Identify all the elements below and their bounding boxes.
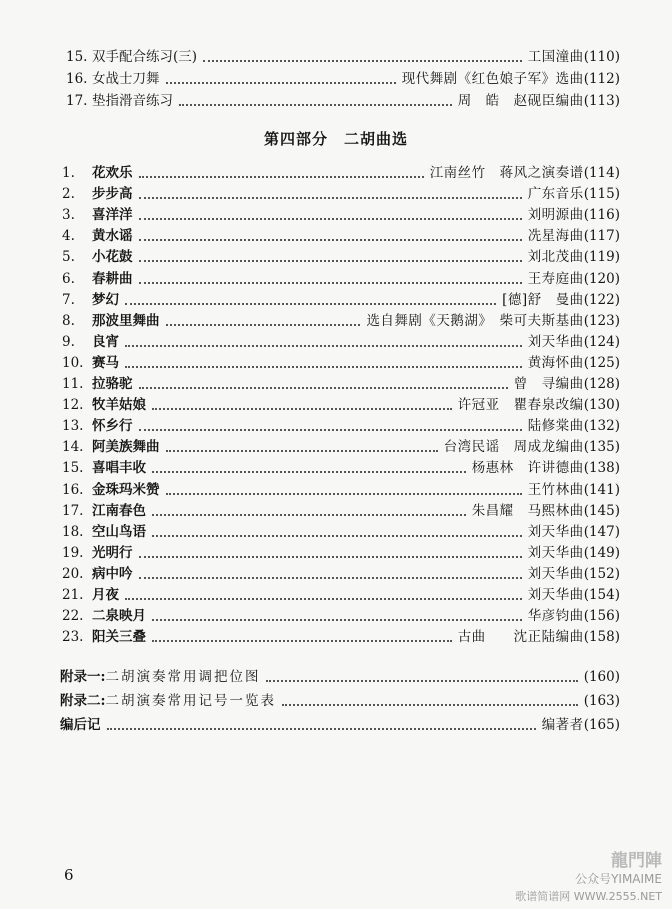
entry-number: 15.	[62, 460, 84, 477]
top-entry-0	[0, 44, 672, 66]
entry-page: (152)	[583, 565, 620, 582]
entry-title: 花欢乐	[92, 165, 133, 181]
toc-entry-3	[0, 202, 672, 224]
toc-entry-14	[0, 434, 672, 456]
leader-dots	[179, 103, 452, 106]
appendix-title: 二胡演奏常用调把位图	[105, 669, 261, 685]
appendix-label: 附录一:	[60, 669, 106, 685]
watermark-logo: 龍門陣	[611, 851, 662, 871]
leader-dots	[152, 639, 452, 642]
entry-title: 牧羊姑娘	[92, 397, 146, 414]
top-entry-2	[0, 88, 672, 110]
toc-entry-19	[0, 540, 672, 562]
entry-number: 20.	[62, 565, 84, 582]
entry-number: 22.	[62, 608, 84, 625]
entry-page: (141)	[583, 481, 620, 498]
entry-number: 8.	[62, 312, 75, 329]
entry-number: 11.	[62, 376, 84, 392]
afterword-author: 编著者	[541, 717, 584, 733]
entry-number: 6.	[62, 270, 75, 287]
entry-title: 喜唱丰收	[92, 460, 146, 477]
entry-title: 梦幻	[92, 291, 119, 308]
entry-author: 刘天华曲	[527, 333, 584, 350]
entry-number: 3.	[62, 207, 75, 224]
appendix-page: (160)	[583, 669, 620, 685]
entry-number: 15.	[66, 49, 88, 65]
entry-author: 许冠亚 瞿春泉改编	[457, 397, 584, 414]
entry-page: (135)	[583, 439, 620, 456]
entry-title: 黄水谣	[92, 228, 133, 245]
entry-author: 刘天华曲	[527, 565, 584, 582]
entry-number: 16.	[66, 71, 88, 87]
entry-page: (138)	[583, 460, 620, 477]
entry-number: 23.	[62, 629, 84, 646]
toc-entry-17	[0, 498, 672, 520]
leader-dots	[139, 175, 424, 178]
leader-dots	[152, 470, 466, 473]
toc-entry-2	[0, 181, 672, 203]
entry-number: 17.	[62, 502, 84, 519]
leader-dots	[125, 344, 522, 347]
leader-dots	[139, 217, 522, 220]
entry-author: 刘天华曲	[527, 544, 584, 561]
leader-dots	[203, 59, 522, 62]
toc-entry-22	[0, 603, 672, 625]
entry-title: 小花鼓	[92, 249, 133, 266]
toc-entry-10	[0, 350, 672, 372]
entry-title: 月夜	[92, 587, 119, 603]
entry-author: 华彦钧曲	[527, 608, 584, 625]
leader-dots	[139, 428, 522, 431]
entry-page: (124)	[583, 333, 620, 350]
entry-title: 那波里舞曲	[92, 312, 160, 329]
watermark-line2: 歌谱简谱网 WWW.2555.NET	[515, 890, 662, 903]
entry-page: (128)	[583, 376, 620, 392]
entry-author: 曾 寻编曲	[513, 376, 584, 392]
entry-author: 工国潼曲	[527, 49, 584, 65]
entry-page: (116)	[583, 207, 620, 224]
entry-title: 光明行	[92, 544, 133, 561]
entry-number: 14.	[62, 439, 84, 456]
afterword-page: (165)	[583, 717, 620, 733]
entry-number: 16.	[62, 481, 84, 498]
entry-title: 阳关三叠	[92, 629, 146, 646]
entry-number: 13.	[62, 418, 84, 435]
leader-dots	[166, 449, 438, 452]
entry-title: 病中吟	[92, 565, 133, 582]
entry-title: 良宵	[92, 333, 119, 350]
entry-title: 拉骆驼	[92, 376, 133, 392]
toc-entry-13	[0, 413, 672, 435]
entry-page: (115)	[583, 186, 620, 203]
leader-dots	[166, 323, 361, 326]
afterword-label: 编后记	[60, 717, 101, 733]
entry-author: 台湾民谣 周成龙编曲	[443, 439, 584, 456]
entry-title: 喜洋洋	[92, 207, 133, 224]
entry-author: 冼星海曲	[527, 228, 584, 245]
leader-dots	[266, 679, 577, 682]
section-title: 第四部分 二胡曲选	[263, 130, 408, 148]
toc-entry-8	[0, 308, 672, 330]
toc-entry-4	[0, 223, 672, 245]
entry-number: 1.	[62, 165, 75, 181]
leader-dots	[152, 534, 522, 537]
leader-dots	[139, 281, 522, 284]
leader-dots	[152, 618, 522, 621]
entry-page: (123)	[583, 312, 620, 329]
entry-author: 选自舞剧《天鹅湖》 柴可夫斯基曲	[366, 312, 584, 329]
entry-page: (156)	[583, 608, 620, 625]
leader-dots	[139, 259, 522, 262]
toc-entry-6	[0, 266, 672, 288]
entry-number: 12.	[62, 397, 84, 414]
page-number: 6	[64, 866, 74, 884]
entry-page: (130)	[583, 397, 620, 414]
entry-number: 4.	[62, 228, 75, 245]
entry-author: [德]舒 曼曲	[502, 291, 584, 308]
entry-page: (120)	[583, 270, 620, 287]
entry-title: 女战士刀舞	[92, 71, 160, 87]
leader-dots	[139, 576, 522, 579]
entry-number: 17.	[66, 93, 88, 109]
entry-page: (149)	[583, 544, 620, 561]
entry-number: 19.	[62, 544, 84, 561]
leader-dots	[107, 727, 536, 730]
entry-number: 9.	[62, 333, 75, 350]
leader-dots	[139, 386, 508, 389]
entry-number: 21.	[62, 587, 84, 603]
entry-title: 赛马	[92, 354, 119, 371]
toc-entry-5	[0, 244, 672, 266]
entry-author: 陆修棠曲	[527, 418, 584, 435]
entry-author: 周 皓 赵砚臣编曲	[457, 93, 584, 109]
entry-author: 古曲 沈正陆编曲	[457, 629, 584, 646]
toc-entry-15	[0, 455, 672, 477]
entry-number: 5.	[62, 249, 75, 266]
entry-page: (110)	[583, 49, 620, 65]
leader-dots	[125, 302, 496, 305]
entry-page: (154)	[583, 587, 620, 603]
entry-author: 刘天华曲	[527, 523, 584, 540]
entry-author: 刘明源曲	[527, 207, 584, 224]
entry-author: 王寿庭曲	[527, 270, 584, 287]
entry-author: 杨惠林 许讲德曲	[471, 460, 584, 477]
entry-author: 江南丝竹 蒋风之演奏谱	[429, 165, 584, 181]
leader-dots	[139, 196, 522, 199]
entry-page: (145)	[583, 502, 620, 519]
toc-entry-9	[0, 329, 672, 351]
toc-entry-1	[0, 160, 672, 182]
entry-number: 2.	[62, 186, 75, 203]
entry-page: (125)	[583, 354, 620, 371]
entry-author: 刘天华曲	[527, 587, 584, 603]
entry-page: (132)	[583, 418, 620, 435]
entry-title: 江南春色	[92, 502, 146, 519]
entry-author: 刘北茂曲	[527, 249, 584, 266]
entry-title: 金珠玛米赞	[92, 481, 160, 498]
entry-number: 10.	[62, 354, 84, 371]
entry-page: (158)	[583, 629, 620, 646]
leader-dots	[282, 703, 578, 706]
entry-title: 二泉映月	[92, 608, 146, 625]
appendix-2	[0, 688, 672, 710]
entry-author: 王竹林曲	[527, 481, 584, 498]
appendix-page: (163)	[583, 693, 620, 709]
leader-dots	[166, 81, 396, 84]
toc-entry-18	[0, 519, 672, 541]
top-entry-1	[0, 66, 672, 88]
toc-entry-21	[0, 582, 672, 604]
toc-entry-23	[0, 624, 672, 646]
toc-entry-11	[0, 371, 672, 393]
appendix-label: 附录二:	[60, 693, 106, 709]
entry-page: (117)	[583, 228, 620, 245]
leader-dots	[125, 365, 522, 368]
entry-number: 7.	[62, 291, 75, 308]
entry-author: 广东音乐	[527, 186, 584, 203]
entry-title: 阿美族舞曲	[92, 439, 160, 456]
entry-author: 朱昌耀 马熙林曲	[471, 502, 584, 519]
appendix-title: 二胡演奏常用记号一览表	[105, 693, 276, 709]
entry-title: 怀乡行	[92, 418, 133, 435]
entry-page: (112)	[583, 71, 620, 87]
leader-dots	[125, 597, 522, 600]
entry-page: (122)	[583, 291, 620, 308]
toc-entry-7	[0, 287, 672, 309]
entry-number: 18.	[62, 523, 84, 540]
entry-title: 双手配合练习(三)	[92, 49, 198, 65]
leader-dots	[152, 513, 466, 516]
toc-entry-12	[0, 392, 672, 414]
appendix-1	[0, 664, 672, 686]
entry-page: (119)	[583, 249, 620, 266]
entry-page: (147)	[583, 523, 620, 540]
entry-page: (113)	[583, 93, 620, 109]
entry-title: 春耕曲	[92, 270, 133, 287]
entry-author: 黄海怀曲	[527, 354, 584, 371]
toc-entry-16	[0, 477, 672, 499]
leader-dots	[166, 492, 522, 495]
entry-author: 现代舞剧《红色娘子军》选曲	[401, 71, 584, 87]
entry-page: (114)	[583, 165, 620, 181]
entry-title: 空山鸟语	[92, 523, 146, 540]
entry-title: 步步高	[92, 186, 133, 203]
leader-dots	[152, 407, 452, 410]
entry-title: 垫指滑音练习	[92, 93, 173, 109]
leader-dots	[139, 555, 522, 558]
toc-entry-20	[0, 561, 672, 583]
watermark-line1: 公众号YIMAIME	[575, 872, 662, 886]
afterword	[0, 712, 672, 734]
leader-dots	[139, 238, 522, 241]
